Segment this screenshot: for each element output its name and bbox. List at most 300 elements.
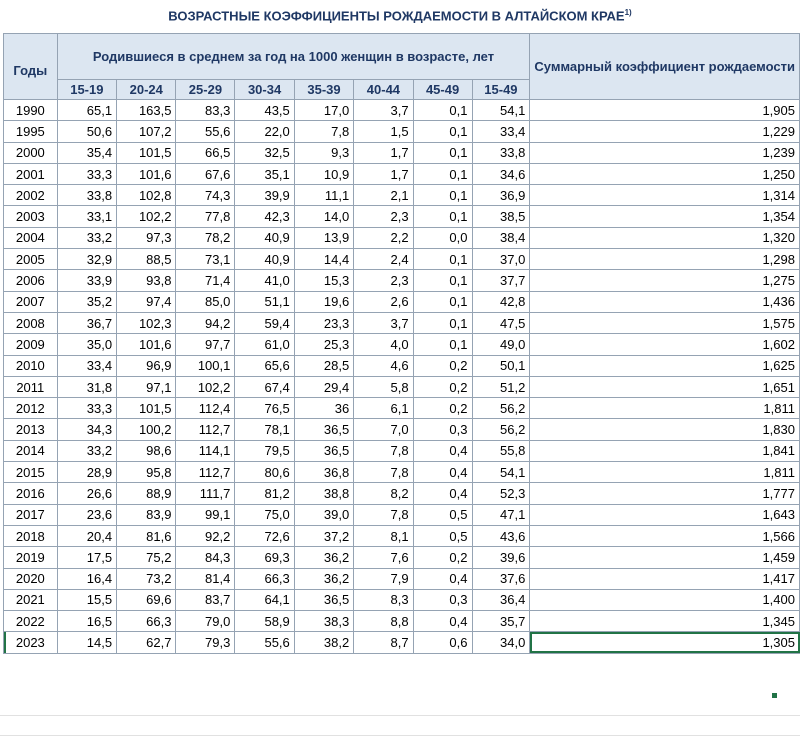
table-header: [4, 34, 800, 100]
value-cell[interactable]: 0,4: [413, 568, 472, 589]
year-cell[interactable]: 1995: [4, 121, 58, 142]
value-cell[interactable]: 33,3: [57, 398, 116, 419]
empty-sheet-rows: [0, 696, 800, 742]
value-cell[interactable]: 85,0: [176, 291, 235, 312]
year-cell[interactable]: 2007: [4, 291, 58, 312]
value-cell[interactable]: 15,3: [294, 270, 353, 291]
year-cell[interactable]: 2008: [4, 312, 58, 333]
year-cell[interactable]: 2013: [4, 419, 58, 440]
table-row: [4, 632, 800, 653]
total-cell[interactable]: 1,830: [530, 419, 800, 440]
value-cell[interactable]: 97,1: [117, 376, 176, 397]
value-cell[interactable]: 78,1: [235, 419, 294, 440]
value-cell[interactable]: 0,4: [413, 462, 472, 483]
value-cell[interactable]: 66,5: [176, 142, 235, 163]
table-row: [4, 100, 800, 121]
value-cell[interactable]: 34,3: [57, 419, 116, 440]
year-cell[interactable]: 2001: [4, 163, 58, 184]
value-cell[interactable]: 114,1: [176, 440, 235, 461]
value-cell[interactable]: 1,5: [354, 121, 413, 142]
value-cell[interactable]: 8,7: [354, 632, 413, 653]
table-row: [4, 249, 800, 270]
value-cell[interactable]: 97,7: [176, 334, 235, 355]
value-cell[interactable]: 0,2: [413, 398, 472, 419]
value-cell[interactable]: 163,5: [117, 100, 176, 121]
total-cell[interactable]: 1,320: [530, 227, 800, 248]
value-cell[interactable]: 38,2: [294, 632, 353, 653]
total-cell[interactable]: 1,905: [530, 100, 800, 121]
age-header-cell[interactable]: 35-39: [294, 80, 353, 100]
fertility-table: [3, 33, 800, 654]
total-cell[interactable]: 1,602: [530, 334, 800, 355]
value-cell[interactable]: 0,1: [413, 185, 472, 206]
value-cell[interactable]: 0,2: [413, 355, 472, 376]
table-row: [4, 547, 800, 568]
value-cell[interactable]: 38,8: [294, 483, 353, 504]
value-cell[interactable]: 55,8: [472, 440, 530, 461]
value-cell[interactable]: 55,6: [235, 632, 294, 653]
value-cell[interactable]: 33,1: [57, 206, 116, 227]
value-cell[interactable]: 25,3: [294, 334, 353, 355]
value-cell[interactable]: 35,0: [57, 334, 116, 355]
value-cell[interactable]: 83,9: [117, 504, 176, 525]
value-cell[interactable]: 0,1: [413, 142, 472, 163]
value-cell[interactable]: 107,2: [117, 121, 176, 142]
value-cell[interactable]: 79,5: [235, 440, 294, 461]
value-cell[interactable]: 93,8: [117, 270, 176, 291]
value-cell[interactable]: 65,6: [235, 355, 294, 376]
value-cell[interactable]: 23,6: [57, 504, 116, 525]
value-cell[interactable]: 79,3: [176, 632, 235, 653]
value-cell[interactable]: 0,3: [413, 589, 472, 610]
table-row: [4, 398, 800, 419]
value-cell[interactable]: 7,8: [354, 462, 413, 483]
year-cell[interactable]: 2020: [4, 568, 58, 589]
value-cell[interactable]: 40,9: [235, 249, 294, 270]
total-cell[interactable]: 1,400: [530, 589, 800, 610]
value-cell[interactable]: 72,6: [235, 525, 294, 546]
value-cell[interactable]: 102,8: [117, 185, 176, 206]
value-cell[interactable]: 75,0: [235, 504, 294, 525]
age-header-cell[interactable]: 20-24: [117, 80, 176, 100]
value-cell[interactable]: 43,5: [235, 100, 294, 121]
table-row: [4, 121, 800, 142]
value-cell[interactable]: 7,6: [354, 547, 413, 568]
value-cell[interactable]: 49,0: [472, 334, 530, 355]
value-cell[interactable]: 6,1: [354, 398, 413, 419]
value-cell[interactable]: 94,2: [176, 312, 235, 333]
total-cell[interactable]: 1,625: [530, 355, 800, 376]
value-cell[interactable]: 95,8: [117, 462, 176, 483]
value-cell[interactable]: 97,4: [117, 291, 176, 312]
value-cell[interactable]: 40,9: [235, 227, 294, 248]
total-cell[interactable]: 1,575: [530, 312, 800, 333]
value-cell[interactable]: 33,4: [57, 355, 116, 376]
value-cell[interactable]: 43,6: [472, 525, 530, 546]
value-cell[interactable]: 36: [294, 398, 353, 419]
value-cell[interactable]: 0,0: [413, 227, 472, 248]
year-cell[interactable]: 2011: [4, 376, 58, 397]
value-cell[interactable]: 23,3: [294, 312, 353, 333]
value-cell[interactable]: 36,2: [294, 568, 353, 589]
value-cell[interactable]: 14,5: [57, 632, 116, 653]
year-cell[interactable]: 2010: [4, 355, 58, 376]
age-header-cell[interactable]: 15-49: [472, 80, 530, 100]
value-cell[interactable]: 69,6: [117, 589, 176, 610]
total-cell[interactable]: 1,417: [530, 568, 800, 589]
table-row: [4, 227, 800, 248]
value-cell[interactable]: 0,6: [413, 632, 472, 653]
value-cell[interactable]: 102,2: [176, 376, 235, 397]
value-cell[interactable]: 3,7: [354, 100, 413, 121]
value-cell[interactable]: 36,5: [294, 440, 353, 461]
total-cell[interactable]: 1,643: [530, 504, 800, 525]
value-cell[interactable]: 42,3: [235, 206, 294, 227]
value-cell[interactable]: 52,3: [472, 483, 530, 504]
total-cell[interactable]: 1,811: [530, 462, 800, 483]
value-cell[interactable]: 32,5: [235, 142, 294, 163]
value-cell[interactable]: 33,8: [472, 142, 530, 163]
value-cell[interactable]: 0,5: [413, 504, 472, 525]
value-cell[interactable]: 1,7: [354, 163, 413, 184]
value-cell[interactable]: 83,7: [176, 589, 235, 610]
value-cell[interactable]: 42,8: [472, 291, 530, 312]
value-cell[interactable]: 15,5: [57, 589, 116, 610]
value-cell[interactable]: 36,9: [472, 185, 530, 206]
value-cell[interactable]: 4,0: [354, 334, 413, 355]
value-cell[interactable]: 92,2: [176, 525, 235, 546]
value-cell[interactable]: 7,8: [354, 440, 413, 461]
year-cell[interactable]: 2017: [4, 504, 58, 525]
value-cell[interactable]: 34,0: [472, 632, 530, 653]
value-cell[interactable]: 37,0: [472, 249, 530, 270]
age-header-cell[interactable]: 30-34: [235, 80, 294, 100]
total-cell[interactable]: 1,345: [530, 611, 800, 632]
value-cell[interactable]: 2,3: [354, 270, 413, 291]
table-row: [4, 206, 800, 227]
value-cell[interactable]: 0,5: [413, 525, 472, 546]
value-cell[interactable]: 69,3: [235, 547, 294, 568]
value-cell[interactable]: 1,7: [354, 142, 413, 163]
value-cell[interactable]: 88,9: [117, 483, 176, 504]
table-row: [4, 589, 800, 610]
value-cell[interactable]: 73,1: [176, 249, 235, 270]
fill-handle[interactable]: [771, 692, 778, 699]
value-cell[interactable]: 13,9: [294, 227, 353, 248]
value-cell[interactable]: 37,2: [294, 525, 353, 546]
value-cell[interactable]: 101,5: [117, 398, 176, 419]
value-cell[interactable]: 78,2: [176, 227, 235, 248]
value-cell[interactable]: 77,8: [176, 206, 235, 227]
value-cell[interactable]: 0,1: [413, 206, 472, 227]
table-row: [4, 611, 800, 632]
total-cell[interactable]: 1,566: [530, 525, 800, 546]
table-body: [4, 100, 800, 654]
years-header[interactable]: Годы: [4, 34, 58, 100]
value-cell[interactable]: 0,2: [413, 547, 472, 568]
value-cell[interactable]: 111,7: [176, 483, 235, 504]
year-cell[interactable]: 2014: [4, 440, 58, 461]
year-cell[interactable]: 2006: [4, 270, 58, 291]
value-cell[interactable]: 0,1: [413, 291, 472, 312]
value-cell[interactable]: 14,4: [294, 249, 353, 270]
value-cell[interactable]: 36,4: [472, 589, 530, 610]
value-cell[interactable]: 33,2: [57, 440, 116, 461]
year-cell[interactable]: 2023: [4, 632, 58, 653]
value-cell[interactable]: 7,0: [354, 419, 413, 440]
value-cell[interactable]: 33,4: [472, 121, 530, 142]
value-cell[interactable]: 35,7: [472, 611, 530, 632]
value-cell[interactable]: 36,8: [294, 462, 353, 483]
value-cell[interactable]: 84,3: [176, 547, 235, 568]
table-row: [4, 185, 800, 206]
value-cell[interactable]: 73,2: [117, 568, 176, 589]
value-cell[interactable]: 112,7: [176, 419, 235, 440]
value-cell[interactable]: 38,3: [294, 611, 353, 632]
value-cell[interactable]: 112,7: [176, 462, 235, 483]
value-cell[interactable]: 39,6: [472, 547, 530, 568]
value-cell[interactable]: 16,5: [57, 611, 116, 632]
value-cell[interactable]: 33,8: [57, 185, 116, 206]
year-cell[interactable]: 2022: [4, 611, 58, 632]
year-cell[interactable]: 2003: [4, 206, 58, 227]
year-cell[interactable]: 2016: [4, 483, 58, 504]
value-cell[interactable]: 14,0: [294, 206, 353, 227]
value-cell[interactable]: 50,6: [57, 121, 116, 142]
value-cell[interactable]: 39,0: [294, 504, 353, 525]
total-cell[interactable]: 1,229: [530, 121, 800, 142]
value-cell[interactable]: 0,4: [413, 483, 472, 504]
value-cell[interactable]: 38,5: [472, 206, 530, 227]
value-cell[interactable]: 81,2: [235, 483, 294, 504]
value-cell[interactable]: 31,8: [57, 376, 116, 397]
total-cell[interactable]: 1,275: [530, 270, 800, 291]
table-row: [4, 483, 800, 504]
value-cell[interactable]: 28,9: [57, 462, 116, 483]
table-row: [4, 568, 800, 589]
value-cell[interactable]: 59,4: [235, 312, 294, 333]
total-cell[interactable]: 1,305: [530, 632, 800, 653]
table-row: [4, 462, 800, 483]
value-cell[interactable]: 32,9: [57, 249, 116, 270]
value-cell[interactable]: 101,5: [117, 142, 176, 163]
table-row: [4, 440, 800, 461]
value-cell[interactable]: 81,6: [117, 525, 176, 546]
age-group-header[interactable]: Родившиеся в среднем за год на 1000 женщин в возрасте, лет: [57, 34, 530, 80]
value-cell[interactable]: 7,9: [354, 568, 413, 589]
value-cell[interactable]: 62,7: [117, 632, 176, 653]
value-cell[interactable]: 75,2: [117, 547, 176, 568]
value-cell[interactable]: 102,2: [117, 206, 176, 227]
value-cell[interactable]: 20,4: [57, 525, 116, 546]
value-cell[interactable]: 3,7: [354, 312, 413, 333]
value-cell[interactable]: 4,6: [354, 355, 413, 376]
value-cell[interactable]: 81,4: [176, 568, 235, 589]
value-cell[interactable]: 99,1: [176, 504, 235, 525]
value-cell[interactable]: 17,0: [294, 100, 353, 121]
value-cell[interactable]: 56,2: [472, 398, 530, 419]
value-cell[interactable]: 36,5: [294, 419, 353, 440]
value-cell[interactable]: 2,4: [354, 249, 413, 270]
value-cell[interactable]: 29,4: [294, 376, 353, 397]
age-header-cell[interactable]: 45-49: [413, 80, 472, 100]
value-cell[interactable]: 0,1: [413, 100, 472, 121]
value-cell[interactable]: 98,6: [117, 440, 176, 461]
total-cell[interactable]: 1,651: [530, 376, 800, 397]
value-cell[interactable]: 0,1: [413, 163, 472, 184]
value-cell[interactable]: 33,9: [57, 270, 116, 291]
value-cell[interactable]: 36,2: [294, 547, 353, 568]
value-cell[interactable]: 101,6: [117, 163, 176, 184]
total-cell[interactable]: 1,250: [530, 163, 800, 184]
value-cell[interactable]: 37,6: [472, 568, 530, 589]
value-cell[interactable]: 64,1: [235, 589, 294, 610]
value-cell[interactable]: 71,4: [176, 270, 235, 291]
value-cell[interactable]: 28,5: [294, 355, 353, 376]
value-cell[interactable]: 0,4: [413, 440, 472, 461]
year-cell[interactable]: 2021: [4, 589, 58, 610]
table-row: [4, 270, 800, 291]
value-cell[interactable]: 35,2: [57, 291, 116, 312]
value-cell[interactable]: 37,7: [472, 270, 530, 291]
year-cell[interactable]: 1990: [4, 100, 58, 121]
value-cell[interactable]: 47,5: [472, 312, 530, 333]
table-row: [4, 525, 800, 546]
value-cell[interactable]: 41,0: [235, 270, 294, 291]
value-cell[interactable]: 19,6: [294, 291, 353, 312]
value-cell[interactable]: 8,8: [354, 611, 413, 632]
value-cell[interactable]: 0,1: [413, 312, 472, 333]
total-cell[interactable]: 1,298: [530, 249, 800, 270]
age-header-cell[interactable]: 15-19: [57, 80, 116, 100]
value-cell[interactable]: 10,9: [294, 163, 353, 184]
value-cell[interactable]: 100,2: [117, 419, 176, 440]
value-cell[interactable]: 0,1: [413, 270, 472, 291]
age-header-cell[interactable]: 40-44: [354, 80, 413, 100]
value-cell[interactable]: 83,3: [176, 100, 235, 121]
age-header-cell[interactable]: 25-29: [176, 80, 235, 100]
value-cell[interactable]: 100,1: [176, 355, 235, 376]
value-cell[interactable]: 54,1: [472, 462, 530, 483]
table-row: [4, 334, 800, 355]
value-cell[interactable]: 22,0: [235, 121, 294, 142]
value-cell[interactable]: 35,1: [235, 163, 294, 184]
value-cell[interactable]: 66,3: [235, 568, 294, 589]
value-cell[interactable]: 51,2: [472, 376, 530, 397]
year-cell[interactable]: 2005: [4, 249, 58, 270]
year-cell[interactable]: 2009: [4, 334, 58, 355]
value-cell[interactable]: 101,6: [117, 334, 176, 355]
value-cell[interactable]: 5,8: [354, 376, 413, 397]
value-cell[interactable]: 8,2: [354, 483, 413, 504]
value-cell[interactable]: 39,9: [235, 185, 294, 206]
value-cell[interactable]: 102,3: [117, 312, 176, 333]
value-cell[interactable]: 0,1: [413, 334, 472, 355]
value-cell[interactable]: 47,1: [472, 504, 530, 525]
value-cell[interactable]: 51,1: [235, 291, 294, 312]
value-cell[interactable]: 8,1: [354, 525, 413, 546]
value-cell[interactable]: 16,4: [57, 568, 116, 589]
value-cell[interactable]: 2,6: [354, 291, 413, 312]
year-cell[interactable]: 2000: [4, 142, 58, 163]
value-cell[interactable]: 11,1: [294, 185, 353, 206]
value-cell[interactable]: 67,6: [176, 163, 235, 184]
value-cell[interactable]: 8,3: [354, 589, 413, 610]
value-cell[interactable]: 9,3: [294, 142, 353, 163]
total-cell[interactable]: 1,436: [530, 291, 800, 312]
total-cell[interactable]: 1,459: [530, 547, 800, 568]
value-cell[interactable]: 55,6: [176, 121, 235, 142]
value-cell[interactable]: 0,1: [413, 249, 472, 270]
value-cell[interactable]: 33,2: [57, 227, 116, 248]
year-cell[interactable]: 2004: [4, 227, 58, 248]
year-cell[interactable]: 2012: [4, 398, 58, 419]
value-cell[interactable]: 76,5: [235, 398, 294, 419]
total-fertility-header[interactable]: Суммарный коэффициент рождаемости: [530, 34, 800, 100]
value-cell[interactable]: 7,8: [354, 504, 413, 525]
value-cell[interactable]: 17,5: [57, 547, 116, 568]
value-cell[interactable]: 34,6: [472, 163, 530, 184]
total-cell[interactable]: 1,841: [530, 440, 800, 461]
value-cell[interactable]: 0,2: [413, 376, 472, 397]
value-cell[interactable]: 33,3: [57, 163, 116, 184]
value-cell[interactable]: 88,5: [117, 249, 176, 270]
table-row: [4, 376, 800, 397]
value-cell[interactable]: 79,0: [176, 611, 235, 632]
total-cell[interactable]: 1,314: [530, 185, 800, 206]
value-cell[interactable]: 56,2: [472, 419, 530, 440]
value-cell[interactable]: 96,9: [117, 355, 176, 376]
total-cell[interactable]: 1,354: [530, 206, 800, 227]
value-cell[interactable]: 36,7: [57, 312, 116, 333]
value-cell[interactable]: 58,9: [235, 611, 294, 632]
title-footnote: 1): [624, 8, 632, 17]
value-cell[interactable]: 26,6: [57, 483, 116, 504]
value-cell[interactable]: 0,3: [413, 419, 472, 440]
year-cell[interactable]: 2019: [4, 547, 58, 568]
value-cell[interactable]: 2,1: [354, 185, 413, 206]
value-cell[interactable]: 0,1: [413, 121, 472, 142]
table-row: [4, 504, 800, 525]
table-row: [4, 419, 800, 440]
value-cell[interactable]: 38,4: [472, 227, 530, 248]
value-cell[interactable]: 112,4: [176, 398, 235, 419]
table-row: [4, 312, 800, 333]
value-cell[interactable]: 50,1: [472, 355, 530, 376]
year-cell[interactable]: 2015: [4, 462, 58, 483]
total-cell[interactable]: 1,239: [530, 142, 800, 163]
value-cell[interactable]: 54,1: [472, 100, 530, 121]
value-cell[interactable]: 2,3: [354, 206, 413, 227]
value-cell[interactable]: 97,3: [117, 227, 176, 248]
value-cell[interactable]: 0,4: [413, 611, 472, 632]
year-cell[interactable]: 2002: [4, 185, 58, 206]
total-cell[interactable]: 1,777: [530, 483, 800, 504]
table-row: [4, 142, 800, 163]
value-cell[interactable]: 2,2: [354, 227, 413, 248]
total-cell[interactable]: 1,811: [530, 398, 800, 419]
value-cell[interactable]: 80,6: [235, 462, 294, 483]
value-cell[interactable]: 61,0: [235, 334, 294, 355]
value-cell[interactable]: 65,1: [57, 100, 116, 121]
value-cell[interactable]: 66,3: [117, 611, 176, 632]
year-cell[interactable]: 2018: [4, 525, 58, 546]
value-cell[interactable]: 35,4: [57, 142, 116, 163]
value-cell[interactable]: 36,5: [294, 589, 353, 610]
value-cell[interactable]: 67,4: [235, 376, 294, 397]
value-cell[interactable]: 74,3: [176, 185, 235, 206]
value-cell[interactable]: 7,8: [294, 121, 353, 142]
